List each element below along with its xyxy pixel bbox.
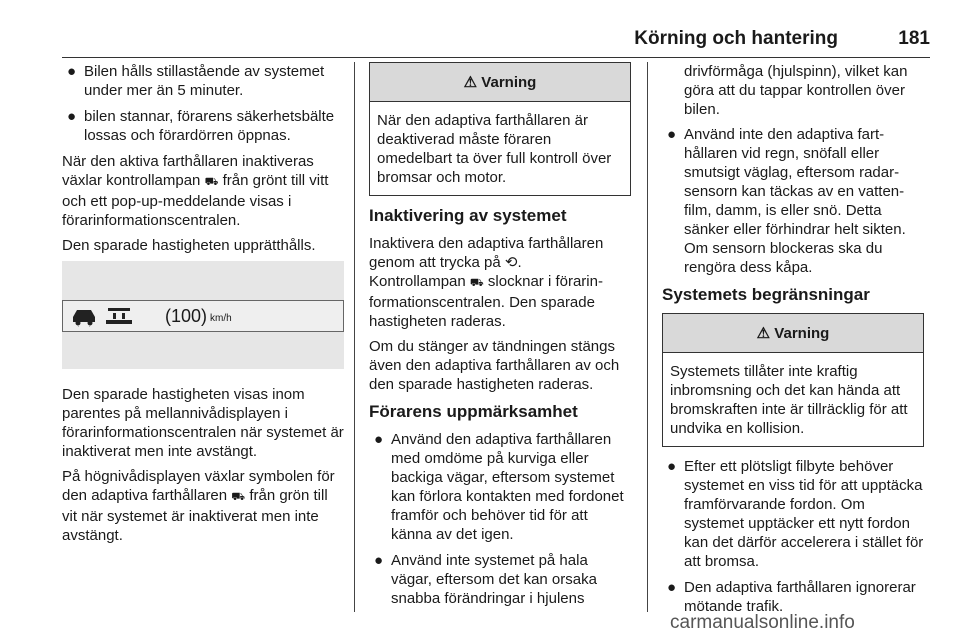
speed-unit: km/h <box>210 312 232 324</box>
cruise-icon: ⛟ <box>469 277 484 289</box>
section-heading: Inaktivering av systemet <box>369 206 567 225</box>
warning-icon: ⚠ <box>756 324 771 342</box>
warning-header: ⚠ Varning <box>663 314 923 353</box>
list-item-text: bilen stannar, förarens säkerhetsbälte lossas och förardörren öppnas. <box>84 108 335 144</box>
section-heading: Förarens uppmärksamhet <box>369 402 578 421</box>
paragraph: När den aktiva farthållaren inaktiveras växlar kontrollampan ⛟ från grönt till vitt och ett pop-up-meddelande visas i förarinformationscentralen. <box>62 153 329 229</box>
cruise-icon: ⛟ <box>204 176 219 188</box>
watermark: carmanualsonline.info <box>670 612 855 633</box>
list-item: ● Använd inte systemet på hala vägar, eftersom det kan orsaka snabba förändringar i hjulens <box>374 552 597 607</box>
warning-text: När den adaptiva farthållaren är deaktiverad måste föraren omedelbart ta över full kontroll över bromsar och motor. <box>377 112 612 186</box>
page-header <box>0 28 930 58</box>
list-item: ● Bilen hålls stillastående av systemet under mer än 5 minuter. <box>67 63 325 99</box>
cruise-icon: ⛟ <box>231 491 246 503</box>
paragraph: Om du stänger av tändningen stängs även den adaptiva farthållaren av och den sparade hastigheten raderas. <box>369 338 620 393</box>
paragraph: drivförmåga (hjulspinn), vilket kan göra att du tappar kontrollen över bilen. <box>684 63 908 118</box>
paragraph: På högnivådisplayen växlar symbolen för den adaptiva farthållaren ⛟ från grön till vit när systemet är inaktiverat men inte avstängt. <box>62 468 335 544</box>
column-divider-2 <box>647 62 648 612</box>
list-item: ● bilen stannar, förarens säkerhetsbälte lossas och förardörren öppnas. <box>67 108 335 144</box>
column-divider-1 <box>354 62 355 612</box>
warning-text: Systemets tillåter inte kraftig inbromsning och det kan hända att bromskraften inte är tillräcklig för att undvika en kollision. <box>670 363 908 437</box>
warning-header: ⚠ Varning <box>370 63 630 102</box>
column-2 <box>369 62 631 615</box>
cruise-off-icon: ⟲ <box>504 254 518 271</box>
list-item: ● Efter ett plötsligt filbyte behöver systemet en viss tid för att upptäcka framförvarande fordon. Om systemet upptäcker ett nytt fordon kan det därför accelerera i stället för att bromsa. <box>667 458 924 570</box>
display-illustration <box>62 261 344 369</box>
warning-box <box>662 313 924 447</box>
column-3 <box>662 62 924 623</box>
adaptive-cruise-icon <box>69 305 99 327</box>
list-item: ● Använd inte den adaptiva farthållaren vid regn, snöfall eller smutsigt väglag, eftersom radarsensorn kan täckas av en vattenfilm, damm, is eller snö. Detta sänker eller förhindrar helt sikten. Om sensorn blockeras ska du rengöra dess kåpa. <box>667 126 906 276</box>
warning-icon: ⚠ <box>463 73 478 91</box>
distance-bars-icon <box>105 305 133 327</box>
paragraph: Den sparade hastigheten visas inom parentes på mellannivådisplayen i förarinformationscentralen när systemet är inaktiverat men inte avstängt. <box>62 386 344 460</box>
list-item-text: Bilen hålls stillastående av systemet under mer än 5 minuter. <box>84 63 325 99</box>
speed-display <box>62 300 344 332</box>
header-rule <box>62 57 930 58</box>
page-number: 181 <box>898 28 930 49</box>
column-1 <box>62 62 344 551</box>
paragraph: Inaktivera den adaptiva farthållaren genom att trycka på ⟲. Kontrollampan ⛟ slocknar i förarinformationscentralen. Den sparade hastigheten raderas. <box>369 235 604 330</box>
list-item: ● Använd den adaptiva farthållaren med omdöme på kurviga eller backiga vägar, eftersom systemet kan förlora kontakten med fordonet framför och behöver tid för att känna av det igen. <box>374 431 624 543</box>
section-heading: Systemets begränsningar <box>662 285 870 304</box>
speed-value: (100) <box>165 305 208 326</box>
chapter-title: Körning och hantering <box>634 28 838 49</box>
warning-box <box>369 62 631 196</box>
list-item: ● Den adaptiva farthållaren ignorerar mötande trafik. <box>667 579 916 615</box>
paragraph: Den sparade hastigheten upprätthålls. <box>62 237 316 254</box>
